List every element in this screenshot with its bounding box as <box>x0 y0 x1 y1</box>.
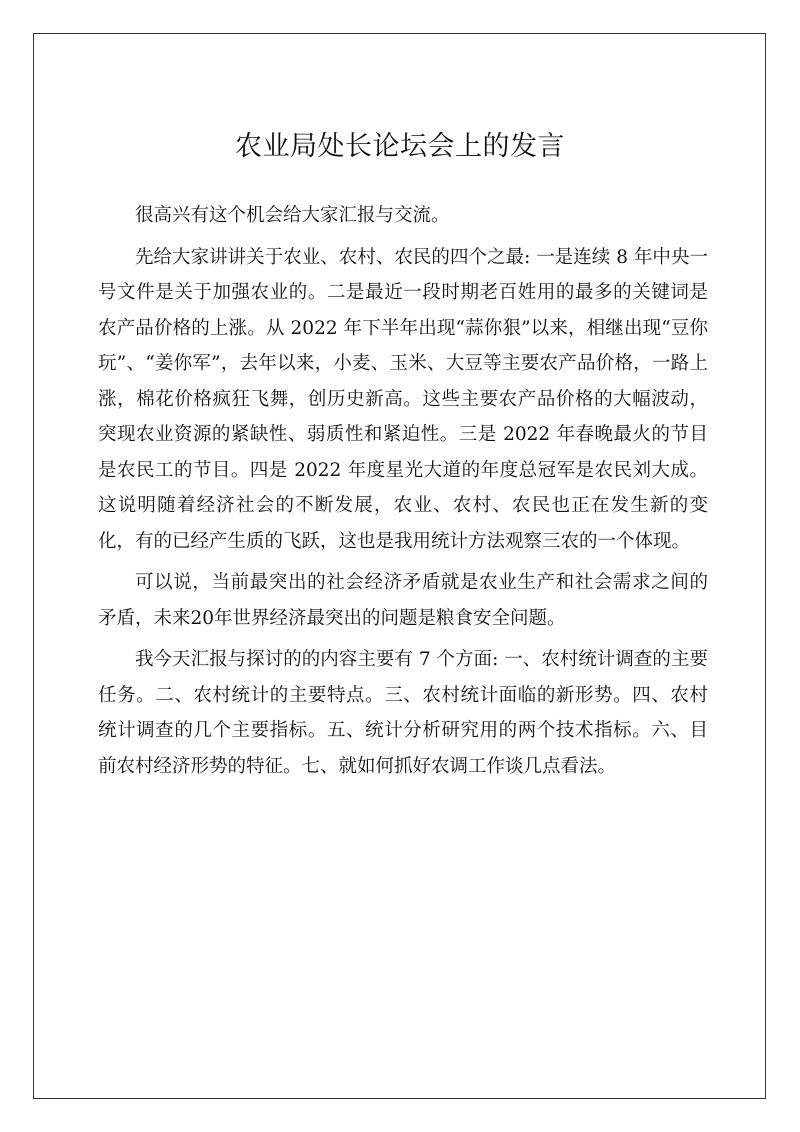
paragraph-greeting: 很高兴有这个机会给大家汇报与交流。 <box>135 205 450 226</box>
document-title: 农业局处长论坛会上的发言 <box>235 131 565 162</box>
document-body <box>98 198 708 790</box>
paragraph-report-outline: 我今天汇报与探讨的的内容主要有 7 个方面: 一、农村统计调查的主要任务。二、农村统计的主要特点。三、农村统计面临的新形势。四、农村统计调查的几个主要指标。五、统计分析研究用的两个技术指标。六、目前农村经济形势的特征。七、就如何抓好农调工作谈几点看法。 <box>98 649 708 777</box>
paragraph-four-superlatives: 先给大家讲讲关于农业、农村、农民的四个之最: 一是连续 8 年中央一号文件是关于加强农业的。二是最近一段时期老百姓用的最多的关键词是农产品价格的上涨。从 2022 年下半年出现“蒜你狠”以来，相继出现“豆你玩”、“姜你军”，去年以来，小麦、玉米、大豆等主要农产品价格，一路上涨，棉花价格疯狂飞舞，创历史新高。这些主要农产品价格的大幅波动，突现农业资源的紧缺性、弱质性和紧迫性。三是 2022 年春晚最火的节目是农民工的节目。四是 2022 年度星光大道的年度总冠军是农民刘大成。这说明随着经济社会的不断发展，农业、农村、农民也正在发生新的变化，有的已经产生质的飞跃，这也是我用统计方法观察三农的一个体现。 <box>98 246 708 552</box>
paragraph-main-contradiction: 可以说，当前最突出的社会经济矛盾就是农业生产和社会需求之间的矛盾，未来20年世界经济最突出的问题是粮食安全问题。 <box>98 572 708 629</box>
